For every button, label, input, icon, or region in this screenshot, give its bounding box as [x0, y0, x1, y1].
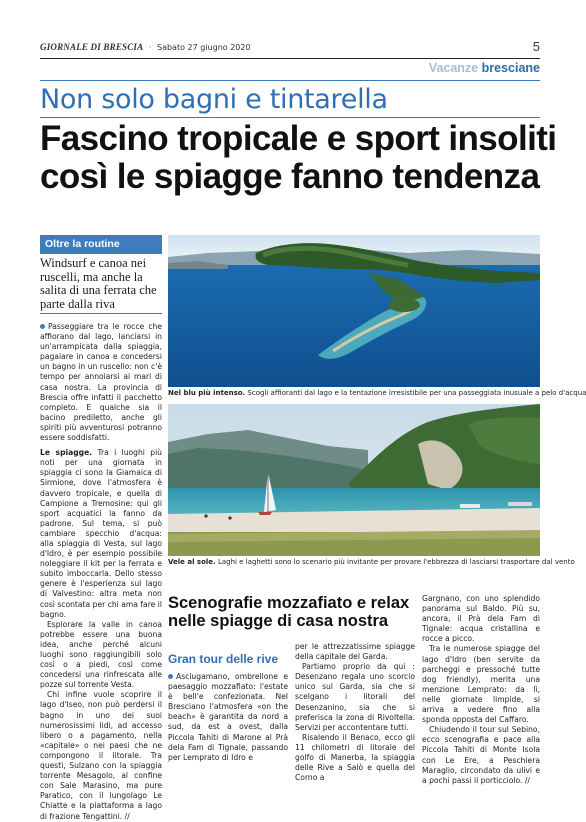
- bottom-caption-text: Laghi e laghetti sono lo scenario più invitante per provare l'ebbrezza di lasciarsi trasportare dal vento: [215, 558, 575, 566]
- bullet-icon: [40, 324, 45, 329]
- sidebar-subtitle: Windsurf e canoa nei ruscelli, ma anche la salita di una ferrata che parte dalla riva: [40, 256, 157, 311]
- second-headline-line-1: Scenografie mozzafiato e relax: [168, 594, 410, 612]
- left-paragraph-2: [40, 448, 162, 620]
- left-paragraph-4: Chi infine vuole scoprire il lago d'Iseo, non può perdersi il bagno in uno dei suoi numerosissimi lidi, ad accesso libero o a pagamento, nella «capitale» o nei paesi che ne compongono il litorale. Tra questi, Sulzano con la spiaggia torrente Mesagolo, al confine con Sale Marasino, ma pure Paratico, con il lungolago Le Chiatte e la piattaforma a lago di frazione Tengattini. //: [40, 690, 162, 821]
- top-photo-caption: [168, 389, 586, 398]
- section-tag: [429, 61, 540, 75]
- second-col3-paragraph-2: Tra le numerose spiagge del lago d'Idro (ben servite da parcheggi e pressoché tutte dog friendly), merita una menzione Lemprato: da lì, nelle giornate limpide, si arriva a vedere fino alla sponda opposta del Caffaro.: [422, 644, 540, 725]
- section-tag-bold: bresciane: [481, 61, 540, 75]
- second-headline-line-2: nelle spiagge di casa nostra: [168, 612, 389, 630]
- article-kicker: Non solo bagni e tintarella: [40, 84, 388, 115]
- issue-date: Sabato 27 giugno 2020: [156, 43, 251, 52]
- left-column: [40, 322, 162, 822]
- second-column-2: [295, 642, 415, 783]
- second-article-headline: [168, 594, 418, 630]
- headline-line-1: Fascino tropicale e sport insoliti: [40, 119, 557, 158]
- second-col3-paragraph-3: Chiudendo il tour sul Sebino, ecco scenografia e pace alla Piccola Tahiti di Monte Isola con Le Ere, a Peschiera Maraglio, circondato da ulivi e a pochi passi il porticciolo. //: [422, 725, 540, 785]
- article-headline: [40, 119, 557, 196]
- left-paragraph-2-text: Tra i luoghi più noti per una giornata in spiaggia ci sono la Giamaica di Sirmione, dove l'atmosfera è davvero tropicale, e quella di Campione a Tremosine: qui gli sport acquatici la fanno da padrone. Sul tema, si può cambiare specchio d'acqua: alla spiaggia di Vesta, sul lago d'Idro, è per esempio possibile noleggiare il kit per la ferrata e subito imboccarla. Dello stesso genere è l'esperienza sul lago di Valvestino: altra meta non così scontata per chi ama fare il bagno.: [40, 448, 162, 619]
- second-column-1: [168, 672, 288, 763]
- header-rule: [40, 58, 540, 59]
- second-col1-paragraph: [168, 672, 288, 763]
- top-caption-lead: Nel blu più intenso.: [168, 389, 246, 397]
- headline-line-2: così le spiagge fanno tendenza: [40, 157, 540, 196]
- bottom-photo-caption: [168, 558, 575, 567]
- second-col3-paragraph-1: Gargnano, con uno splendido panorama sul Baldo. Più su, ancora, il Prà dela Fam di Tignale: acqua cristallina e rocce a picco.: [422, 594, 540, 644]
- sailboat-beach-photo: [168, 404, 540, 556]
- left-paragraph-1-text: Passeggiare tra le rocce che affiorano dal lago, lanciarsi in un'arrampicata dalla spiaggia, pagaiare in canoa e concedersi un bagno in un ruscello: non c'è tempo per annoiarsi ai mari di casa nostra. La provincia di Brescia offre infatti il pacchetto completo. E qualche sia il bacino prediletto, anche gli spiriti più avventurosi potranno essere soddisfatti.: [40, 322, 162, 443]
- second-col1-text: Asciugamano, ombrellone e paesaggio mozzafiato: l'estate è bell'e confezionata. Nel Bresciano l'atmosfera «on the beach» è garantita da nord a sud, da est a ovest, dalla Piccola Tahiti di Marone al Prà dela Fam di Tignale, passando per Lemprato di Idro e: [168, 672, 288, 762]
- section-rule: [40, 80, 540, 81]
- kicker-rule: [40, 117, 540, 118]
- second-article-kicker: Gran tour delle rive: [168, 652, 279, 666]
- page-number: 5: [532, 39, 540, 54]
- sidebar-rule: [40, 313, 162, 314]
- second-column-3: [422, 594, 540, 786]
- header-separator: ·: [148, 43, 152, 52]
- sidebar-box-title: Oltre la routine: [40, 235, 162, 254]
- second-col2-paragraph-1: per le attrezzatissime spiagge della capitale del Garda.: [295, 642, 415, 662]
- bullet-icon: [168, 674, 173, 679]
- left-paragraph-1: [40, 322, 162, 443]
- newspaper-name: GIORNALE DI BRESCIA: [40, 42, 144, 52]
- second-col2-paragraph-2: Partiamo proprio da qui : Desenzano regala uno scorcio unico sul Garda, sia che si scelgano i litorali del Desenzanino, sia che si preferisca la zona di Rivoltella. Servizi per accontentare tutti.: [295, 662, 415, 732]
- paragraph-lead: Le spiagge.: [40, 448, 93, 458]
- bottom-caption-lead: Vele al sole.: [168, 558, 216, 566]
- section-tag-light: Vacanze: [428, 61, 479, 75]
- left-paragraph-3: Esplorare la valle in canoa potrebbe essere una buona idea, anche perché alcuni luoghi sono raggiungibili solo così o a piedi, così come concedersi una rinfrescata alle pozze sul torrente Vesta.: [40, 619, 162, 690]
- lake-aerial-photo: [168, 235, 540, 387]
- top-caption-text: Scogli affioranti dal lago e la tentazione irresistibile per una passeggiata inusuale a pelo d'acqua: [245, 389, 586, 397]
- second-col2-paragraph-3: Risalendo il Benaco, ecco gli 11 chilometri di litorale del golfo di Manerba, la spiaggia delle Rive a Salò e quella del Corno a: [295, 732, 415, 783]
